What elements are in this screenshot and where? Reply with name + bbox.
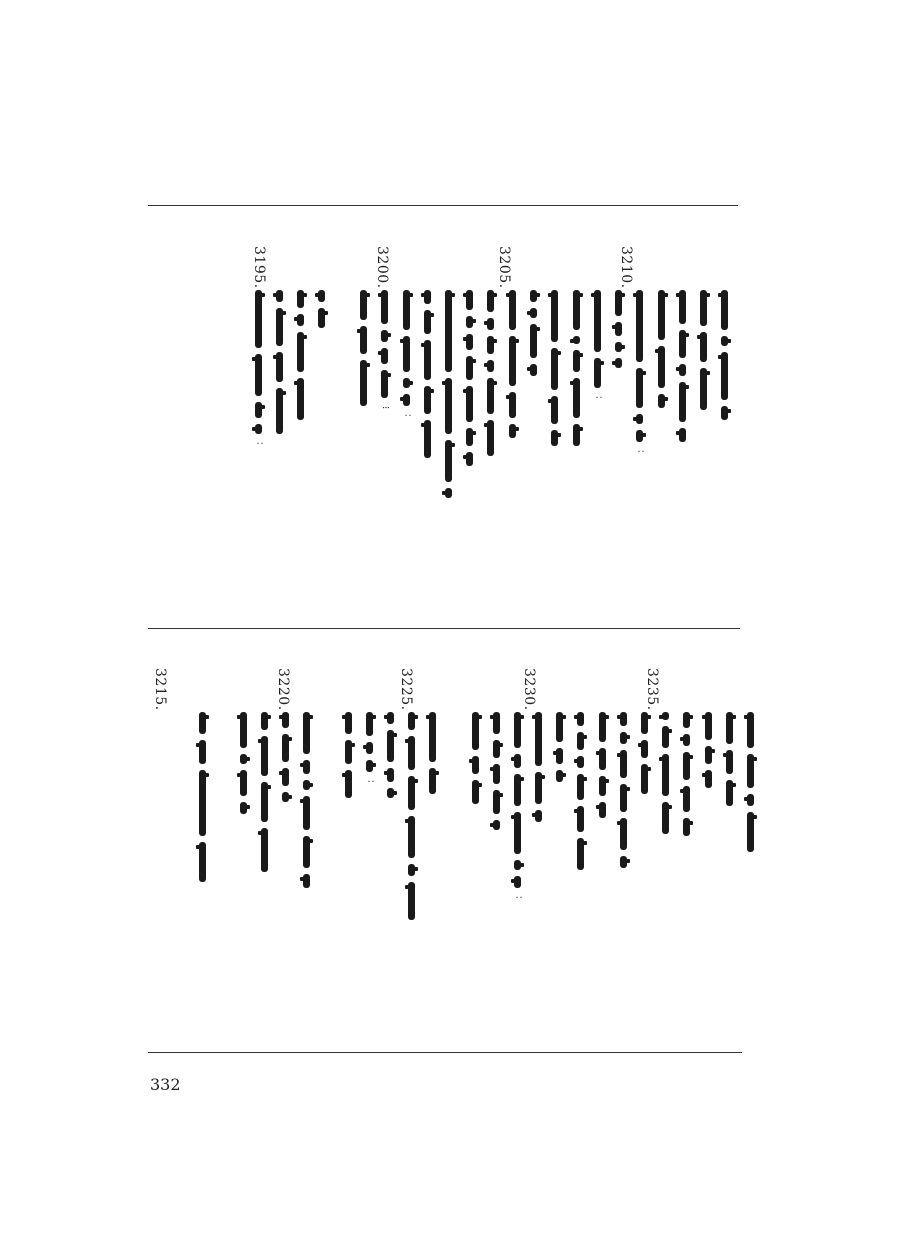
script-line: [702, 712, 715, 794]
script-line: [570, 290, 583, 452]
page-number: 332: [150, 1075, 181, 1094]
verse-number: 3195.: [251, 246, 267, 289]
verse-number: 3210.: [618, 246, 634, 289]
script-line: [421, 290, 434, 464]
script-line: [384, 712, 397, 804]
top-rule: [148, 205, 738, 206]
verse-number: 3225.: [398, 668, 414, 711]
script-line: [723, 712, 736, 812]
script-line: [273, 290, 286, 440]
script-line: ⁝: [378, 290, 391, 409]
verse-number: 3235.: [644, 668, 660, 711]
script-line: [718, 290, 731, 426]
script-line: [426, 712, 439, 800]
script-line: [300, 712, 313, 894]
script-line: [744, 712, 757, 858]
script-line: [342, 712, 355, 804]
script-line: ∶: [511, 712, 524, 899]
script-line: ∶: [633, 290, 646, 453]
script-line: [527, 290, 540, 382]
script-line: [596, 712, 609, 824]
bottom-rule: [148, 1052, 742, 1053]
script-line: [617, 712, 630, 874]
script-line: [655, 290, 668, 414]
script-line: [315, 290, 328, 334]
script-line: ∶: [363, 712, 376, 783]
verse-number: 3205.: [496, 246, 512, 289]
script-line: ∶: [591, 290, 604, 399]
script-line: [196, 712, 209, 888]
script-line: [405, 712, 418, 926]
verse-number: 3220.: [275, 668, 291, 711]
verse-number: 3200.: [374, 246, 390, 289]
script-line: [469, 712, 482, 810]
middle-rule: [148, 628, 740, 629]
script-line: [659, 712, 672, 840]
script-line: [612, 290, 625, 374]
script-line: ∶: [400, 290, 413, 417]
script-line: [490, 712, 503, 836]
verse-number: 3215.: [152, 668, 168, 711]
verse-number: 3230.: [521, 668, 537, 711]
script-line: [484, 290, 497, 462]
script-line: [463, 290, 476, 472]
script-line: [279, 712, 292, 808]
script-line: [574, 712, 587, 876]
script-line: [548, 290, 561, 452]
script-line: [442, 290, 455, 504]
script-line: [237, 712, 250, 820]
script-line: [680, 712, 693, 842]
script-line: [532, 712, 545, 828]
script-line: [676, 290, 689, 448]
script-line: [553, 712, 566, 788]
script-line: [294, 290, 307, 426]
script-line: [506, 290, 519, 444]
script-line: [697, 290, 710, 416]
script-line: [638, 712, 651, 800]
script-line: ∶: [252, 290, 265, 445]
script-line: [357, 290, 370, 412]
script-line: [258, 712, 271, 878]
